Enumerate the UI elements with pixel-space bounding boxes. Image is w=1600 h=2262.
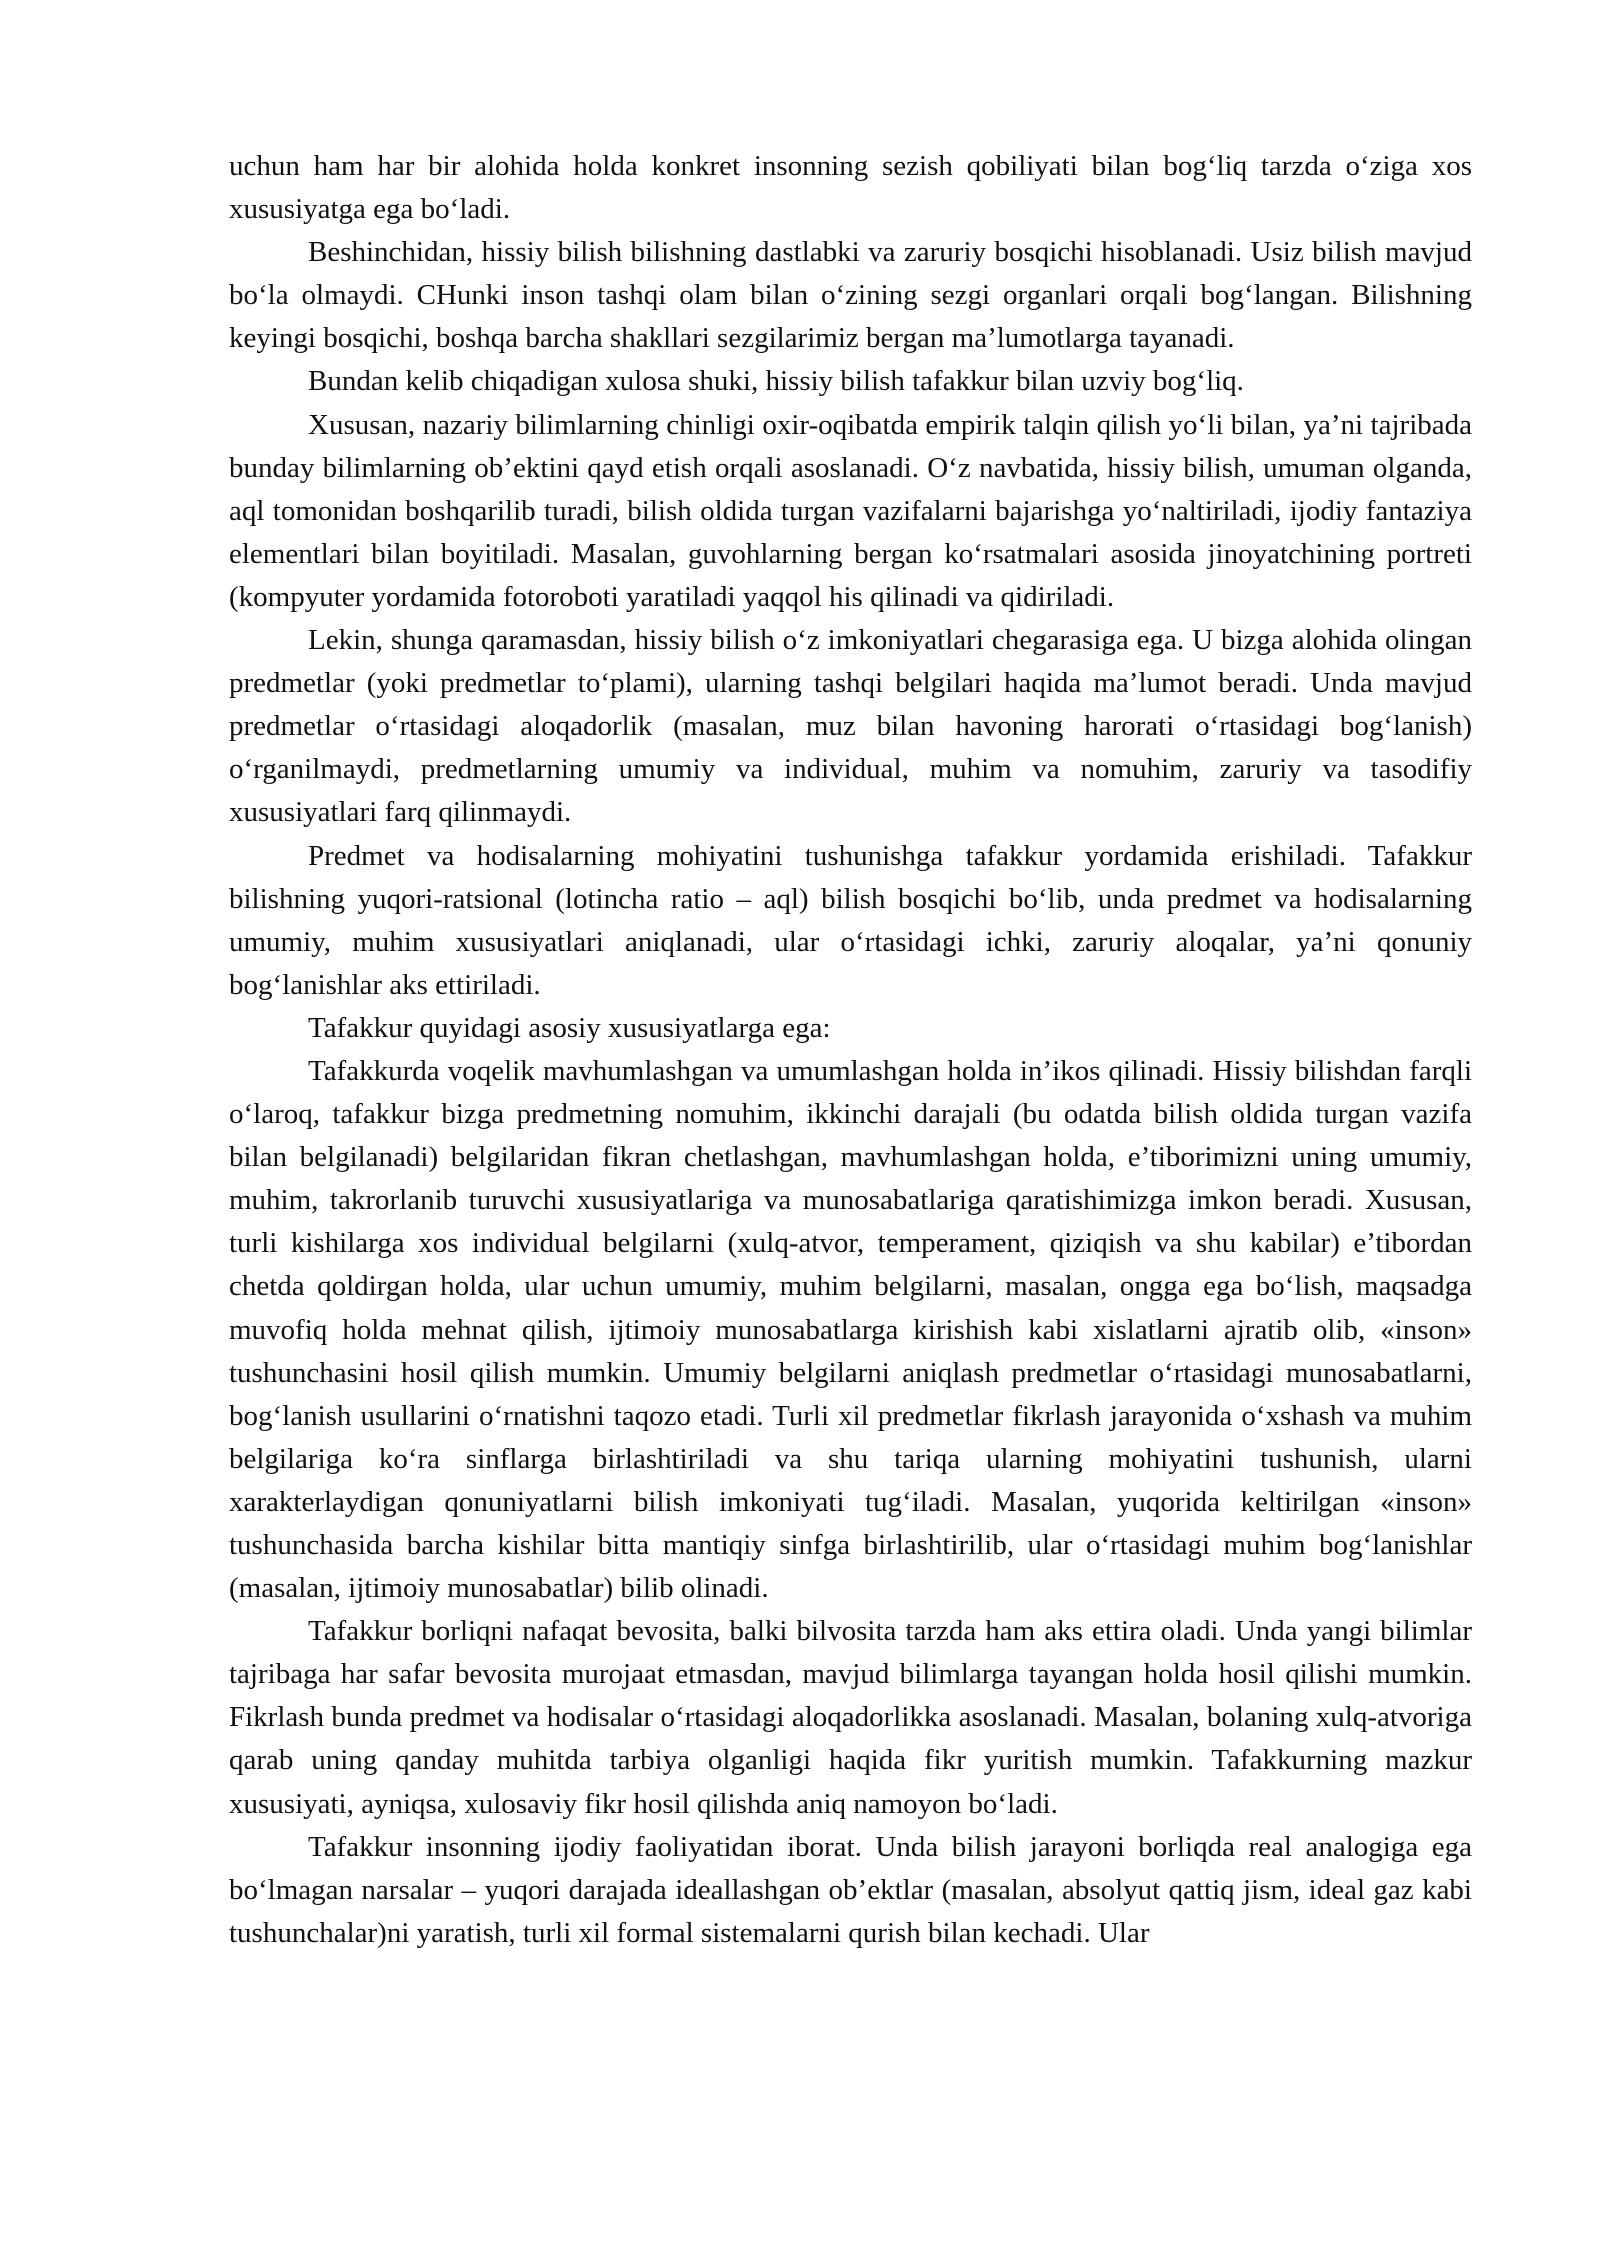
paragraph: Bundan kelib chiqadigan xulosa shuki, hissiy bilish tafakkur bilan uzviy bog‘liq. — [308, 365, 1244, 398]
paragraph: Tafakkur insonning ijodiy faoliyatidan iborat. Unda bilish jarayoni borliqda real analogiga ega bo‘lmagan narsalar – yuqori darajada ideallashgan ob’ektlar (masalan, absolyut qattiq jism, ideal gaz kabi tushunchalar)ni yaratish, turli xil formal sistemalarni qurish bilan kechadi. Ular — [229, 1830, 1472, 1949]
paragraph-continuation: uchun ham har bir alohida holda konkret insonning sezish qobiliyati bilan bog‘liq tarzda o‘ziga xos xususiyatga ega bo‘ladi. — [229, 150, 1472, 226]
paragraph: Tafakkurda voqelik mavhumlashgan va umumlashgan holda in’ikos qilinadi. Hissiy bilishdan farqli o‘laroq, tafakkur bizga predmetning nomuhim, ikkinchi darajali (bu odatda bilish oldida turgan vazifa bilan belgilanadi) belgilaridan fikran chetlashgan, mavhumlashgan holda, e’tiborimizni uning umumiy, muhim, takrorlanib turuvchi xususiyatlariga va munosabatlariga qaratishimizga imkon beradi. Xususan, turli kishilarga xos individual belgilarni (xulq-atvor, temperament, qiziqish va shu kabilar) e’tibordan chetda qoldirgan holda, ular uchun umumiy, muhim belgilarni, masalan, ongga ega bo‘lish, maqsadga muvofiq holda mehnat qilish, ijtimoiy munosabatlarga kirishish kabi xislatlarni ajratib olib, «inson» tushunchasini hosil qilish mumkin. Umumiy belgilarni aniqlash predmetlar o‘rtasidagi munosabatlarni, bog‘lanish usullarini o‘rnatishni taqozo etadi. Turli xil predmetlar fikrlash jarayonida o‘xshash va muhim belgilariga ko‘ra sinflarga birlashtiriladi va shu tariqa ularning mohiyatini tushunish, ularni xarakterlaydigan qonuniyatlarni bilish imkoniyati tug‘iladi. Masalan, yuqorida keltirilgan «inson» tushunchasida barcha kishilar bitta mantiqiy sinfga birlashtirilib, ular o‘rtasidagi muhim bog‘lanishlar (masalan, ijtimoiy munosabatlar) bilib olinadi. — [229, 1054, 1472, 1605]
paragraph: Beshinchidan, hissiy bilish bilishning dastlabki va zaruriy bosqichi hisoblanadi. Usiz bilish mavjud bo‘la olmaydi. CHunki inson tashqi olam bilan o‘zining sezgi organlari orqali bog‘langan. Bilishning keyingi bosqichi, boshqa barcha shakllari sezgilarimiz bergan ma’lumotlarga tayanadi. — [229, 236, 1472, 355]
paragraph: Tafakkur borliqni nafaqat bevosita, balki bilvosita tarzda ham aks ettira oladi. Unda yangi bilimlar tajribaga har safar bevosita murojaat etmasdan, mavjud bilimlarga tayangan holda hosil qilishi mumkin. Fikrlash bunda predmet va hodisalar o‘rtasidagi aloqadorlikka asoslanadi. Masalan, bolaning xulq-atvoriga qarab uning qanday muhitda tarbiya olganligi haqida fikr yuritish mumkin. Tafakkurning mazkur xususiyati, ayniqsa, xulosaviy fikr hosil qilishda aniq namoyon bo‘ladi. — [229, 1615, 1472, 1820]
paragraph: Tafakkur quyidagi asosiy xususiyatlarga ega: — [308, 1011, 831, 1044]
paragraph: Xususan, nazariy bilimlarning chinligi oxir-oqibatda empirik talqin qilish yo‘li bilan, ya’ni tajribada bunday bilimlarning ob’ektini qayd etish orqali asoslanadi. O‘z navbatida, hissiy bilish, umuman olganda, aql tomonidan boshqarilib turadi, bilish oldida turgan vazifalarni bajarishga yo‘naltiriladi, ijodiy fantaziya elementlari bilan boyitiladi. Masalan, guvohlarning bergan ko‘rsatmalari asosida jinoyatchining portreti (kompyuter yordamida fotoroboti yaratiladi yaqqol his qilinadi va qidiriladi. — [229, 408, 1472, 613]
document-page — [229, 145, 1472, 1955]
paragraph: Predmet va hodisalarning mohiyatini tushunishga tafakkur yordamida erishiladi. Tafakkur bilishning yuqori-ratsional (lotincha ratio – aql) bilish bosqichi bo‘lib, unda predmet va hodisalarning umumiy, muhim xususiyatlari aniqlanadi, ular o‘rtasidagi ichki, zaruriy aloqalar, ya’ni qonuniy bog‘lanishlar aks ettiriladi. — [229, 839, 1472, 1001]
paragraph: Lekin, shunga qaramasdan, hissiy bilish o‘z imkoniyatlari chegarasiga ega. U bizga alohida olingan predmetlar (yoki predmetlar to‘plami), ularning tashqi belgilari haqida ma’lumot beradi. Unda mavjud predmetlar o‘rtasidagi aloqadorlik (masalan, muz bilan havoning harorati o‘rtasidagi bog‘lanish) o‘rganilmaydi, predmetlarning umumiy va individual, muhim va nomuhim, zaruriy va tasodifiy xususiyatlari farq qilinmaydi. — [229, 624, 1472, 829]
